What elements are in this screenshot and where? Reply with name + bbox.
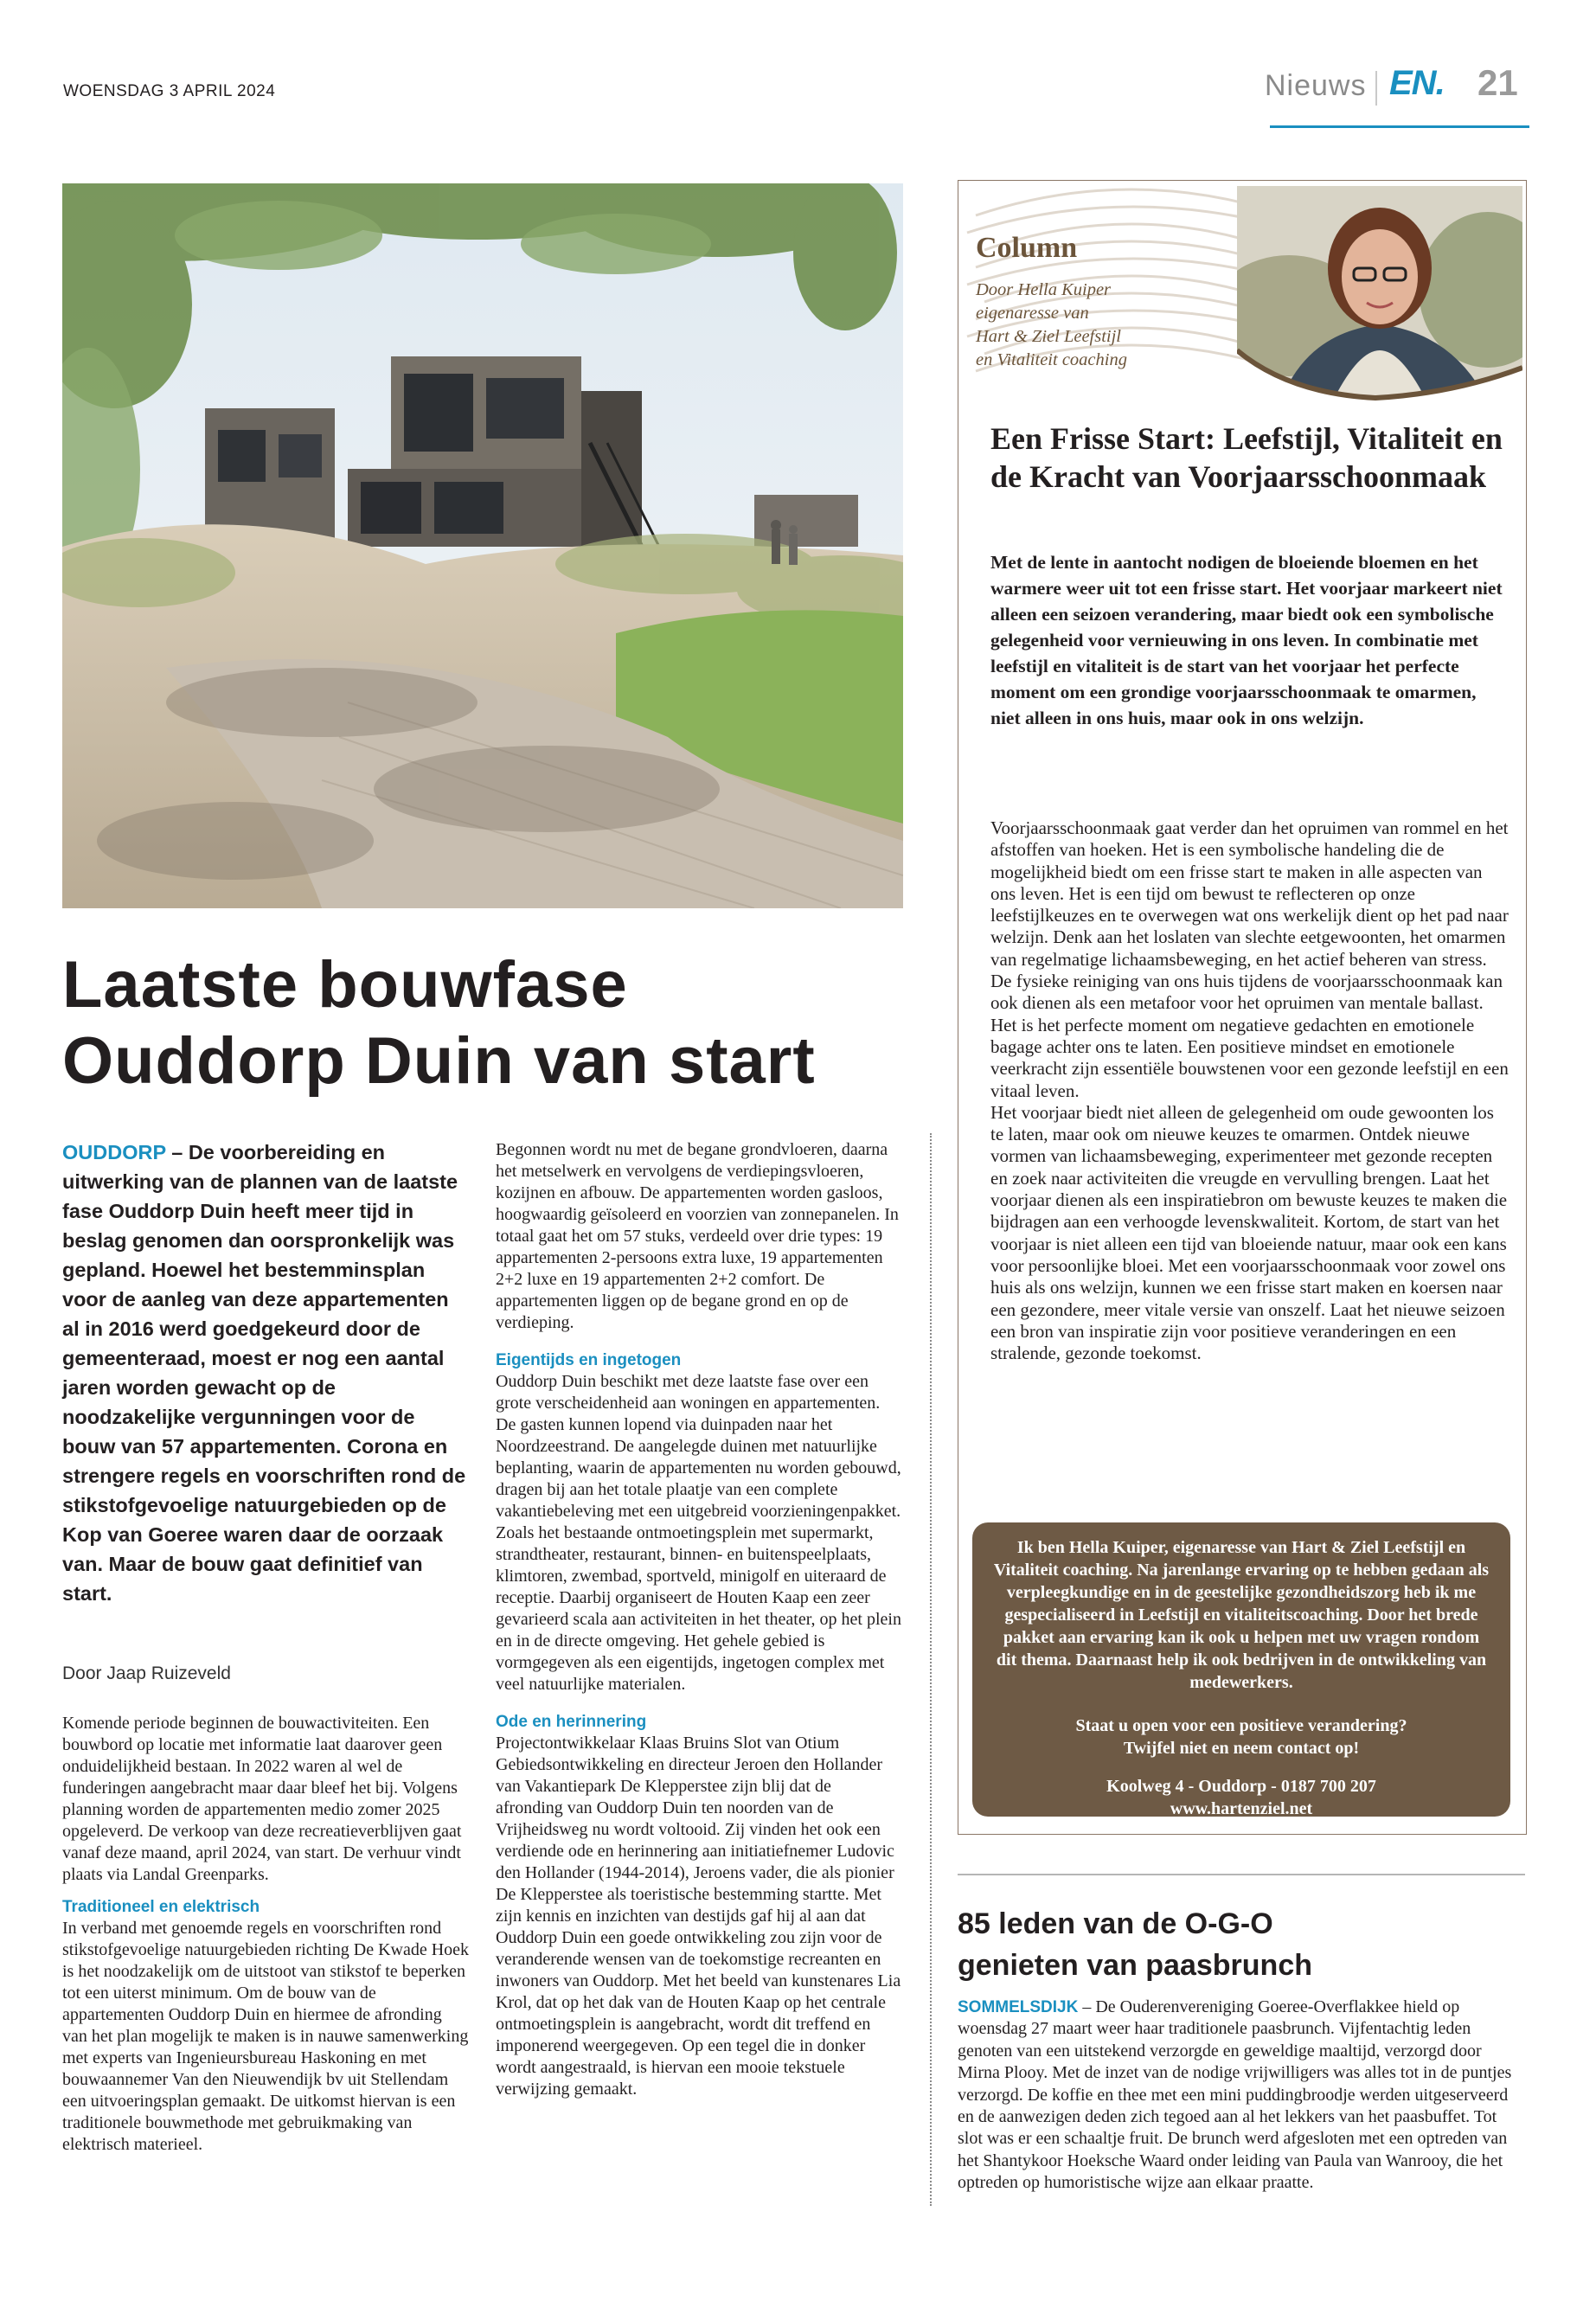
ad-website-link[interactable]: www.hartenziel.net [1170, 1799, 1313, 1818]
column-author [976, 279, 1218, 372]
paragraph: Het voorjaar biedt niet alleen de gelegenheid om oude gewoonten los te laten, maar ook om nieuwe keuzes te omarmen. Ontdek nieuwe vormen van lichaamsbeweging, experimenteer met gezonde recepten en zoek naar activiteiten die vreugde en vervulling brengen. Laat het voorjaar dienen als een inspiratiebron om bewuste keuzes te maken die bijdragen aan een verhoogde levenskwaliteit. Kortom, de start van het voorjaar is niet alleen een tijd van bloeiende natuur, maar ook een kans voor persoonlijke bloei. Met een voorjaarsschoonmaak voor zowel ons huis als ons welzijn, kunnen we een frisse start maken en koersen naar een gezondere, meer vitale versie van onszelf. Laat het nieuwe seizoen een bron van inspiratie zijn voor positieve veranderingen en een stralende, gezonde toekomst. [990, 1101, 1508, 1364]
cta-line: Twijfel niet en neem contact op! [1123, 1739, 1360, 1758]
author-line: eigenaresse van [976, 304, 1089, 323]
page-number: 21 [1477, 62, 1518, 103]
subheading: Traditioneel en elektrisch [62, 1898, 260, 1916]
paragraph: Voorjaarsschoonmaak gaat verder dan het opruimen van rommel en het afstoffen van hoeken. Het is een symbolische handeling die de mogelijkheid biedt om een frisse start te maken in alle aspecten van ons leven. Het is een tijd om bewust te reflecteren op onze leefstijlkeuzes en te overwegen wat ons werkelijk dient op het pad naar welzijn. Denk aan het loslaten van slechte eetgewoonten, het omarmen van regelmatige lichaamsbeweging, en het actief beheren van stress. [990, 817, 1509, 970]
dateline-location: SOMMELSDIJK [958, 1998, 1079, 2016]
article-lead [62, 1138, 469, 1608]
article-separator [958, 1874, 1525, 1875]
header-divider [1375, 71, 1377, 106]
author-portrait [1237, 186, 1522, 402]
column-label: Column [976, 232, 1078, 264]
ad-text: Ik ben Hella Kuiper, eigenaresse van Hart & Ziel Leefstijl en Vitaliteit coaching. Na jarenlange ervaring op te hebben gedaan als verpleegkundige en in de geestelijke gezondheidszorg heb ik me gespecialiseerd in Leefstijl en vitaliteitscoaching. Door het brede pakket aan ervaring kan ik ook u helpen met uw vragen rondom dit thema. Daarnaast help ik ook bedrijven in de ontwikkeling van medewerkers. [993, 1538, 1490, 1692]
dateline-location: OUDDORP [62, 1141, 166, 1163]
article2-body [958, 1997, 1525, 2195]
author-line: Door Hella Kuiper [976, 280, 1112, 299]
header-rule [1270, 125, 1529, 128]
paragraph: De fysieke reiniging van ons huis tijdens de voorjaarsschoonmaak kan ook dienen als een metafoor voor het opruimen van mentale ballast. Het is het perfecte moment om negatieve gedachten en emotionele bagage achter ons te laten. Een positieve mindset en emotionele veerkracht zijn essentiële bouwstenen voor een gezonde leefstijl en een vitaal leven. [990, 971, 1509, 1101]
headline-line-1: 85 leden van de O-G-O [958, 1907, 1273, 1940]
ad-address: Koolweg 4 - Ouddorp - 0187 700 207 [1106, 1777, 1376, 1796]
ad-call-to-action [991, 1715, 1491, 1759]
section-label: Nieuws [1265, 69, 1367, 102]
article2-text: – De Ouderenvereniging Goeree-Overflakkee hield op woensdag 27 maart weer haar traditionele paasbrunch. Vijfentachtig leden genoten van een uitstekend verzorgde en geweldige maaltijd, verzorgd door Mirna Plooy. Met de inzet van de nodige vrijwilligers was alles tot in de puntjes verzorgd. De koffie en thee met een mini puddingbroodje werden uitgeserveerd en de aanwezigen deden zich tegoed aan al het lekkers van het paasbuffet. Tot slot was er een schaaltje fruit. De brunch werd afgesloten met een optreden van het Shantykoor Hoeksche Waard onder leiding van Paula van Wanrooy, die het optreden op humoristische wijze aan elkaar praatte. [958, 1997, 1512, 2193]
lead-text: – De voorbereiding en uitwerking van de plannen van de laatste fase Ouddorp Duin heeft meer tijd in beslag genomen dan oorspronkelijk was gepland. Hoewel het bestemminsplan voor de aanleg van deze appartementen al in 2016 werd goedgekeurd door de gemeenteraad, moest er nog een aantal jaren worden gewacht op de noodzakelijke vergunningen voor de bouw van 57 appartementen. Corona en strengere regels en voorschriften rond de stikstofgevoelige natuurgebieden op de Kop van Goeree waren daar de oorzaak van. Maar de bouw gaat definitief van start. [62, 1141, 466, 1605]
headline-line-1: Laatste bouwfase [62, 948, 628, 1022]
paragraph: In verband met genoemde regels en voorschriften rond stikstofgevoelige natuurgebieden richting De Kwade Hoek is het noodzakelijk om de uitstoot van stikstof te beperken tot een uiterst minimum. Om de bouw van de appartementen Ouddorp Duin en hiermee de afronding van het plan mogelijk te maken is in nauwe samenwerking met experts van Ingenieursbureau Haskoning en met bouwaannemer Van den Nieuwendijk bv uit Stellendam een uitvoeringsplan gemaakt. De uitkomst hiervan is een traditionele bouwmethode met gebruikmaking van elektrisch materieel. [62, 1919, 470, 2154]
article2-headline [958, 1903, 1525, 1986]
paragraph: Komende periode beginnen de bouwactiviteiten. Een bouwbord op locatie met informatie laat daarover geen onduidelijkheid bestaan. In 2022 waren al wel de funderingen aangebracht maar daar bleef het bij. Volgens planning worden de appartementen medio zomer 2025 opgeleverd. De verkoop van deze recreatieverblijven gaat vanaf deze maand, april 2024, van start. De verhuur vindt plaats via Landal Greenparks. [62, 1714, 462, 1884]
ad-contact [991, 1775, 1491, 1820]
headline-line-2: genieten van paasbrunch [958, 1949, 1312, 1982]
column-divider [930, 1133, 932, 2206]
paragraph: Ouddorp Duin beschikt met deze laatste fase over een grote verscheidenheid aan woningen en appartementen. De gasten kunnen lopend via duinpaden naar het Noordzeestrand. De aangelegde duinen met natuurlijke beplanting, waarin de appartementen nu worden gebouwd, dragen bij aan het totale plaatje van een complete vakantiebeleving met een uitgebreid voorzieningenpakket. [496, 1372, 901, 1521]
subheading: Eigentijds en ingetogen [496, 1351, 682, 1369]
column-body [990, 817, 1509, 1364]
paragraph: Projectontwikkelaar Klaas Bruins Slot van Otium Gebiedsontwikkeling en directeur Jeroen den Hollander van Vakantiepark De Klepperstee zijn blij dat de afronding van Ouddorp Duin ten noorden van de Vrijheidsweg nu wordt voltooid. Zij vinden het ook een verdiende ode en herinnering aan initiatiefnemer Ludovic den Hollander (1944-2014), Jeroens vader, die als pionier De Klepperstee als toeristische bestemming startte. Met zijn kennis en inzichten van destijds gaf hij al aan dat Ouddorp Duin een goede ontwikkeling zou zijn voor de veranderende wensen van de toekomstige recreanten en inwoners van Ouddorp. Met het beeld van kunstenares Lia Krol, dat op het dak van de Houten Kaap op het centrale ontmoetingsplein is aangebracht, wordt dit treffend en imponerend weergegeven. Op een tegel die in donker wordt aangestraald, is hiervan een mooie tekstuele verwijzing gemaakt. [496, 1734, 901, 2099]
middle-body-column [496, 1139, 902, 2100]
paragraph: Zoals het bestaande ontmoetingsplein met supermarkt, strandtheater, restaurant, binnen- en buitenspeelplaats, klimtoren, zwembad, sportveld, minigolf en uiteraard de receptie. Daarbij organiseert de Houten Kaap een zeer gevarieerd scala aan activiteiten in het theater, op het plein en in de directe omgeving. Het gehele gebied is vormgegeven als een eigentijds, ingetogen complex met veel natuurlijke materialen. [496, 1523, 901, 1694]
article-photo [62, 183, 903, 908]
brand-logo: EN. [1389, 64, 1445, 102]
byline: Door Jaap Ruizeveld [62, 1663, 231, 1683]
author-line: Hart & Ziel Leefstijl [976, 327, 1121, 346]
column-lead: Met de lente in aantocht nodigen de bloeiende bloemen en het warmere weer uit tot een frisse start. Het voorjaar markeert niet alleen een seizoen verandering, maar biedt ook een symbolische gelegenheid voor vernieuwing in ons leven. In combinatie met leefstijl en vitaliteit is de start van het voorjaar het perfecte moment om een grondige voorjaarsschoonmaak te omarmen, niet alleen in ons huis, maar ook in ons welzijn. [990, 552, 1503, 728]
headline-line-2: Ouddorp Duin van start [62, 1024, 816, 1098]
left-body-column [62, 1713, 471, 2156]
cta-line: Staat u open voor een positieve verandering? [1075, 1716, 1407, 1735]
subheading: Ode en herinnering [496, 1713, 647, 1731]
main-headline [62, 947, 910, 1099]
column-title: Een Frisse Start: Leefstijl, Vitaliteit en de Kracht van Voorjaarsschoonmaak [990, 421, 1503, 494]
paragraph: Begonnen wordt nu met de begane grondvloeren, daarna het metselwerk en vervolgens de verdiepingsvloeren, kozijnen en afbouw. De appartementen worden gasloos, hoogwaardig geïsoleerd en voorzien van zonnepanelen. In totaal gaat het om 57 stuks, verdeeld over drie types: 19 appartementen 2-persoons extra luxe, 19 appartementen 2+2 luxe en 19 appartementen 2+2 comfort. De appartementen liggen op de begane grond en op de verdieping. [496, 1140, 899, 1332]
advertisement-box [972, 1522, 1510, 1817]
issue-date: WOENSDAG 3 APRIL 2024 [63, 82, 276, 100]
author-line: en Vitaliteit coaching [976, 350, 1127, 369]
